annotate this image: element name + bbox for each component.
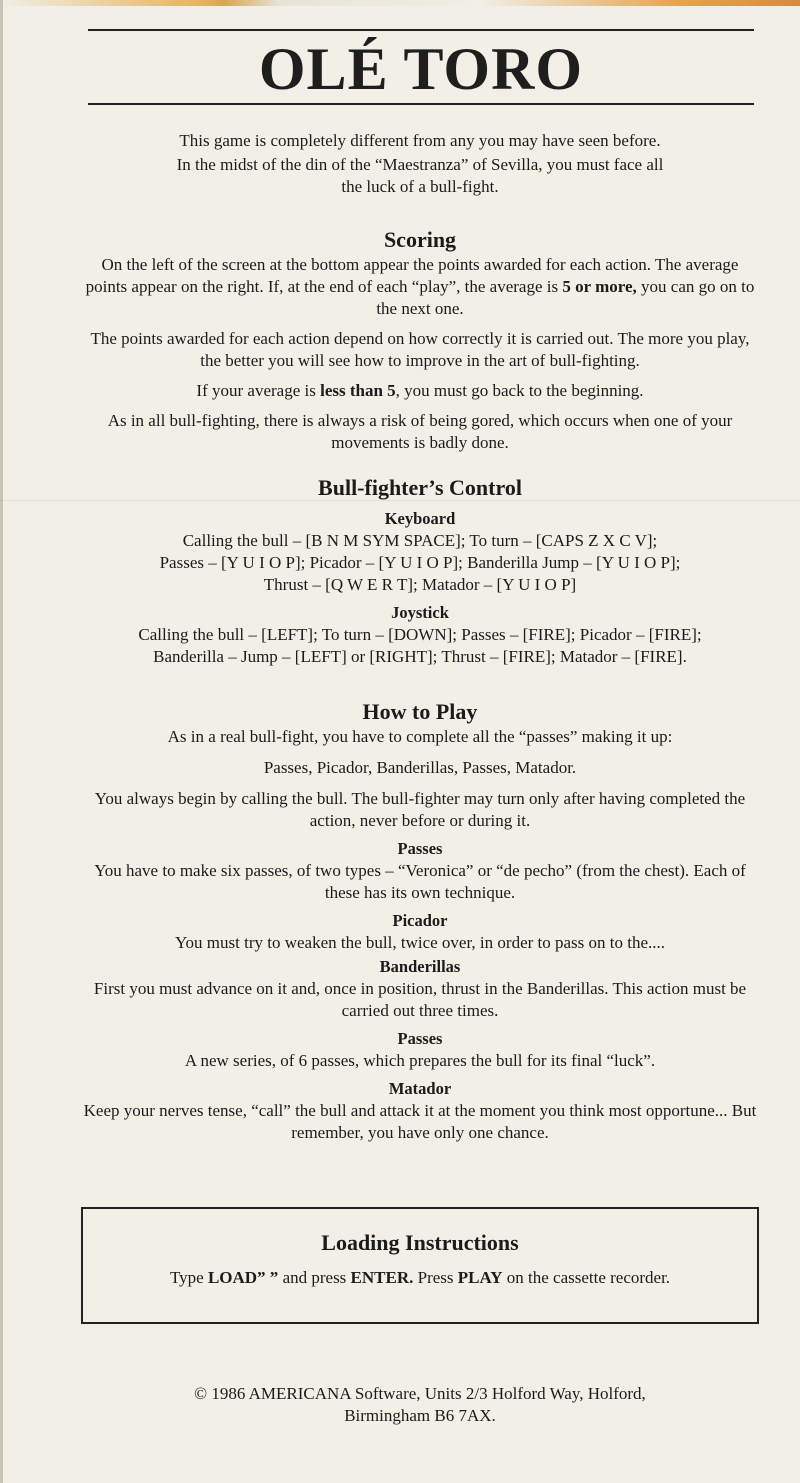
keyboard-line-2: Passes – [Y U I O P]; Picador – [Y U I O P]; Banderilla Jump – [Y U I O P]; — [159, 553, 681, 572]
loading-t2: and press — [278, 1268, 351, 1287]
loading-text — [83, 1267, 757, 1289]
control-heading: Bull-fighter’s Control — [318, 475, 522, 500]
picador-text: You must try to weaken the bull, twice over, in order to pass on to the.... — [174, 933, 666, 952]
passes-heading: Passes — [397, 839, 443, 858]
copyright-notice — [80, 1383, 760, 1427]
loading-enter-key: ENTER. — [350, 1268, 414, 1287]
page-title: OLÉ TORO — [258, 36, 584, 102]
control-section — [80, 474, 760, 668]
matador-text: Keep your nerves tense, “call” the bull and attack it at the moment you think most opportune... But remember, you have only one chance. — [83, 1101, 757, 1142]
matador-heading: Matador — [388, 1079, 452, 1098]
intro-line-1: This game is completely different from any you may have seen before. — [179, 131, 661, 150]
loading-t1: Type — [169, 1268, 208, 1287]
loading-t4: on the cassette recorder. — [502, 1268, 671, 1287]
loading-play-key: PLAY — [457, 1268, 503, 1287]
title-rule-bottom — [88, 103, 754, 105]
scoring-p1-bold: 5 or more, — [562, 277, 637, 296]
title-rule-top — [88, 29, 754, 31]
scoring-paragraph-2: The points awarded for each action depend on how correctly it is carried out. The more you play, the better you will see how to improve in the art of bull-fighting. — [90, 329, 750, 370]
passes-text: You have to make six passes, of two types – “Veronica” or “de pecho” (from the chest). Each of these has its own technique. — [94, 861, 746, 902]
page-edge — [0, 0, 3, 1483]
scoring-paragraph-3 — [80, 380, 760, 402]
how-to-play-sequence: Passes, Picador, Banderillas, Passes, Matador. — [263, 758, 577, 777]
banderillas-heading: Banderillas — [379, 957, 461, 976]
loading-instructions-box — [81, 1207, 759, 1324]
cover-edge-strip — [0, 0, 800, 6]
loading-t3: Press — [413, 1268, 458, 1287]
passes-2-heading: Passes — [397, 1029, 443, 1048]
scoring-paragraph-4: As in all bull-fighting, there is always a risk of being gored, which occurs when one of your movements is badly done. — [107, 411, 733, 452]
keyboard-heading: Keyboard — [384, 509, 456, 528]
scoring-paragraph-1 — [80, 254, 760, 320]
picador-heading: Picador — [392, 911, 448, 930]
how-to-play-paragraph-3: You always begin by calling the bull. The bull-fighter may turn only after having completed the action, never before or during it. — [94, 789, 746, 830]
joystick-line-2: Banderilla – Jump – [LEFT] or [RIGHT]; Thrust – [FIRE]; Matador – [FIRE]. — [153, 647, 687, 666]
scoring-p1-tail: you can go on to the next one. — [376, 277, 755, 318]
how-to-play-paragraph-1: As in a real bull-fight, you have to complete all the “passes” making it up: — [167, 727, 673, 746]
how-to-play-heading: How to Play — [362, 699, 478, 724]
keyboard-line-3: Thrust – [Q W E R T]; Matador – [Y U I O P] — [263, 575, 577, 594]
keyboard-line-1: Calling the bull – [B N M SYM SPACE]; To turn – [CAPS Z X C V]; — [182, 531, 658, 550]
loading-load-command: LOAD” ” — [207, 1268, 279, 1287]
banderillas-text: First you must advance on it and, once in position, thrust in the Banderillas. This action must be carried out three times. — [93, 979, 747, 1020]
joystick-line-1: Calling the bull – [LEFT]; To turn – [DOWN]; Passes – [FIRE]; Picador – [FIRE]; — [138, 625, 702, 644]
loading-heading: Loading Instructions — [321, 1230, 519, 1255]
scoring-section — [80, 226, 760, 454]
copyright-line-2: Birmingham B6 7AX. — [344, 1406, 496, 1425]
copyright-line-1: © 1986 AMERICANA Software, Units 2/3 Holford Way, Holford, — [194, 1384, 646, 1403]
intro-section — [80, 130, 760, 198]
scoring-p3-bold: less than 5 — [320, 381, 396, 400]
joystick-heading: Joystick — [391, 603, 449, 622]
how-to-play-section — [80, 698, 760, 1144]
scoring-p3-text: If your average is — [196, 381, 321, 400]
scoring-heading: Scoring — [383, 227, 457, 252]
passes-2-text: A new series, of 6 passes, which prepares the bull for its final “luck”. — [184, 1051, 656, 1070]
intro-line-2: In the midst of the din of the “Maestranza” of Sevilla, you must face all the luck of a bull-fight. — [176, 155, 664, 196]
scoring-p3-tail: , you must go back to the beginning. — [395, 381, 644, 400]
scoring-p1-text: On the left of the screen at the bottom appear the points awarded for each action. The average points appear on the right. If, at the end of each “play”, the average is — [85, 255, 739, 296]
